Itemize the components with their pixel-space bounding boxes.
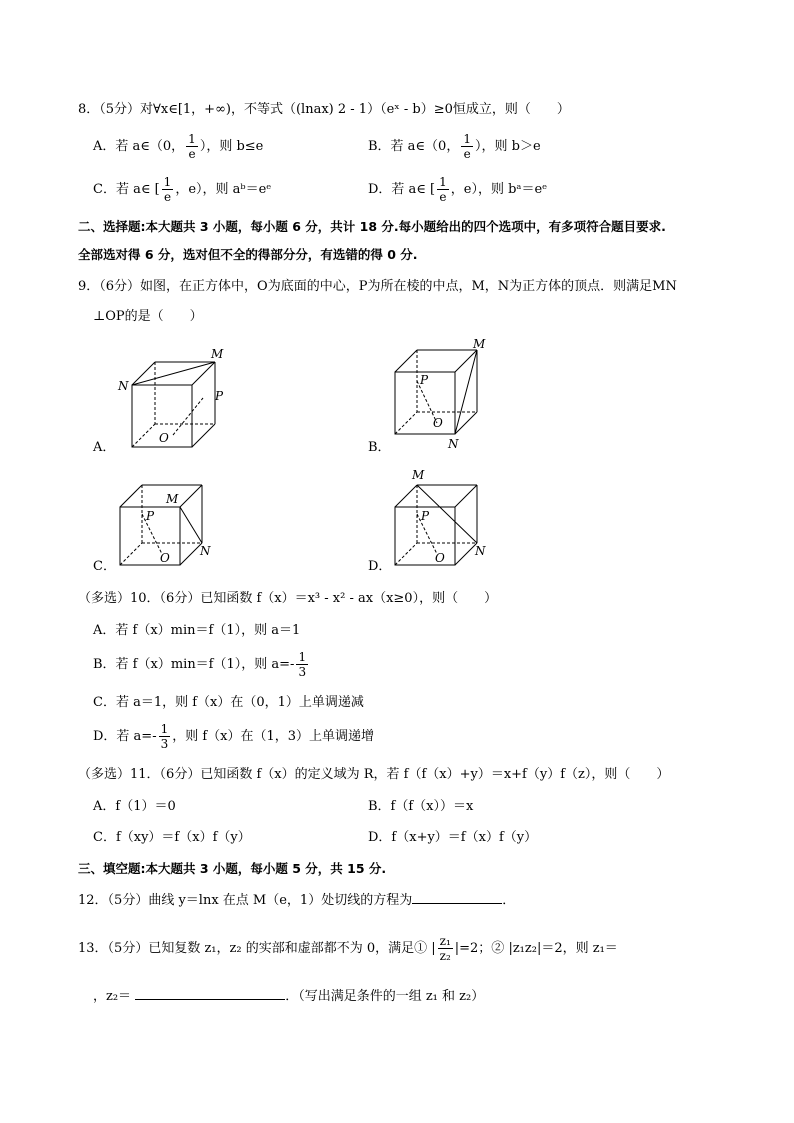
q9-a-p-label: P [215,389,224,403]
q10-option-b: B．若 f（x）min＝f（1），则 a=- $\frac{1}{3}$ [93,650,307,679]
q9-d-n-label: N [475,544,486,558]
q9-b-p-label: P [420,373,429,387]
q10-option-c: C．若 a＝1，则 f（x）在（0，1）上单调递减 [93,695,364,710]
q11-option-d: D．f（x+y）＝f（x）f（y） [368,830,538,845]
q10-option-d: D．若 a=- $\frac{1}{3}$ ，则 f（x）在（1，3）上单调递增 [93,722,375,751]
q10-option-a: A．若 f（x）min＝f（1），则 a＝1 [93,623,301,638]
q8-option-b: B．若 a∈（0， $\frac{1}{e}$ ），则 b＞e [368,132,541,161]
q13-stem: 13．（5分）已知复数 z₁，z₂ 的实部和虚部都不为 0，满足① | $\frac{\text{z₁}}{\text{z₂}}$ |=2；② |z₁z₂|＝2，则 z₁＝ [78,934,618,963]
q8-option-a: A．若 a∈（0， $\frac{1}{e}$ ），则 b≤e [93,132,264,161]
q9-d-m-label: M [412,468,425,482]
q11-option-b: B．f（f（x））＝x [368,799,474,814]
q9-c-n-label: N [200,544,211,558]
section3-heading: 三、填空题:本大题共 3 小题，每小题 5 分，共 15 分. [78,861,387,876]
q9-c-m-label: M [166,492,179,506]
q9-option-c-label: C． [93,559,116,574]
q9-c-p-label: P [146,509,155,523]
q9-a-o-label: O [159,431,169,445]
q9-cube-c [110,480,230,572]
section2-heading-2: 全部选对得 6 分，选对但不全的得部分分，有选错的得 0 分. [78,247,418,262]
q8-option-d: D．若 a∈ [ $\frac{1}{e}$ ，e），则 bᵃ＝eᵉ [368,175,548,204]
q9-stem-1: 9．（6分）如图，在正方体中，O为底面的中心，P为所在棱的中点，M，N为正方体的顶点．则满足MN [78,279,677,294]
q9-cube-b [385,336,505,454]
q9-d-p-label: P [421,509,430,523]
q9-option-b-label: B． [368,440,391,455]
q9-c-o-label: O [160,551,170,565]
q11-stem: （多选）11．（6分）已知函数 f（x）的定义域为 R，若 f（f（x）+y）＝x+f（y）f（z），则（ ） [78,767,670,782]
q11-option-a: A．f（1）＝0 [93,799,176,814]
q9-b-m-label: M [473,337,486,351]
q8-option-c: C．若 a∈ [ $\frac{1}{e}$ ，e），则 aᵇ＝eᵉ [93,175,272,204]
q11-option-c: C．f（xy）＝f（x）f（y） [93,830,251,845]
q10-stem: （多选）10．（6分）已知函数 f（x）＝x³ - x² - ax（x≥0），则（ ） [78,591,498,606]
q9-d-o-label: O [435,551,445,565]
q9-cube-a [110,340,240,455]
q13-answer-blank[interactable] [135,987,285,1000]
q9-a-m-label: M [211,347,224,361]
q12-answer-blank[interactable] [412,891,502,904]
section2-heading-1: 二、选择题:本大题共 3 小题，每小题 6 分，共计 18 分.每小题给出的四个选项中，有多项符合题目要求. [78,219,666,234]
q9-cube-d [385,466,505,572]
q8-stem: 8．（5分）对∀x∈[1，+∞)，不等式（(lnax) 2 - 1）（eˣ - b）≥0恒成立，则（ ） [78,102,570,117]
q9-stem-2: ⊥OP的是（ ） [93,309,203,324]
q9-a-n-label: N [118,379,129,393]
q9-option-a-label: A． [93,440,116,455]
q9-b-n-label: N [448,437,459,451]
q12-stem: 12．（5分）曲线 y＝lnx 在点 M（e，1）处切线的方程为 ． [78,893,516,908]
q9-b-o-label: O [433,416,443,430]
q13-stem-2: ，z₂＝ ．（写出满足条件的一组 z₁ 和 z₂） [93,989,485,1004]
q9-option-d-label: D． [368,559,392,574]
